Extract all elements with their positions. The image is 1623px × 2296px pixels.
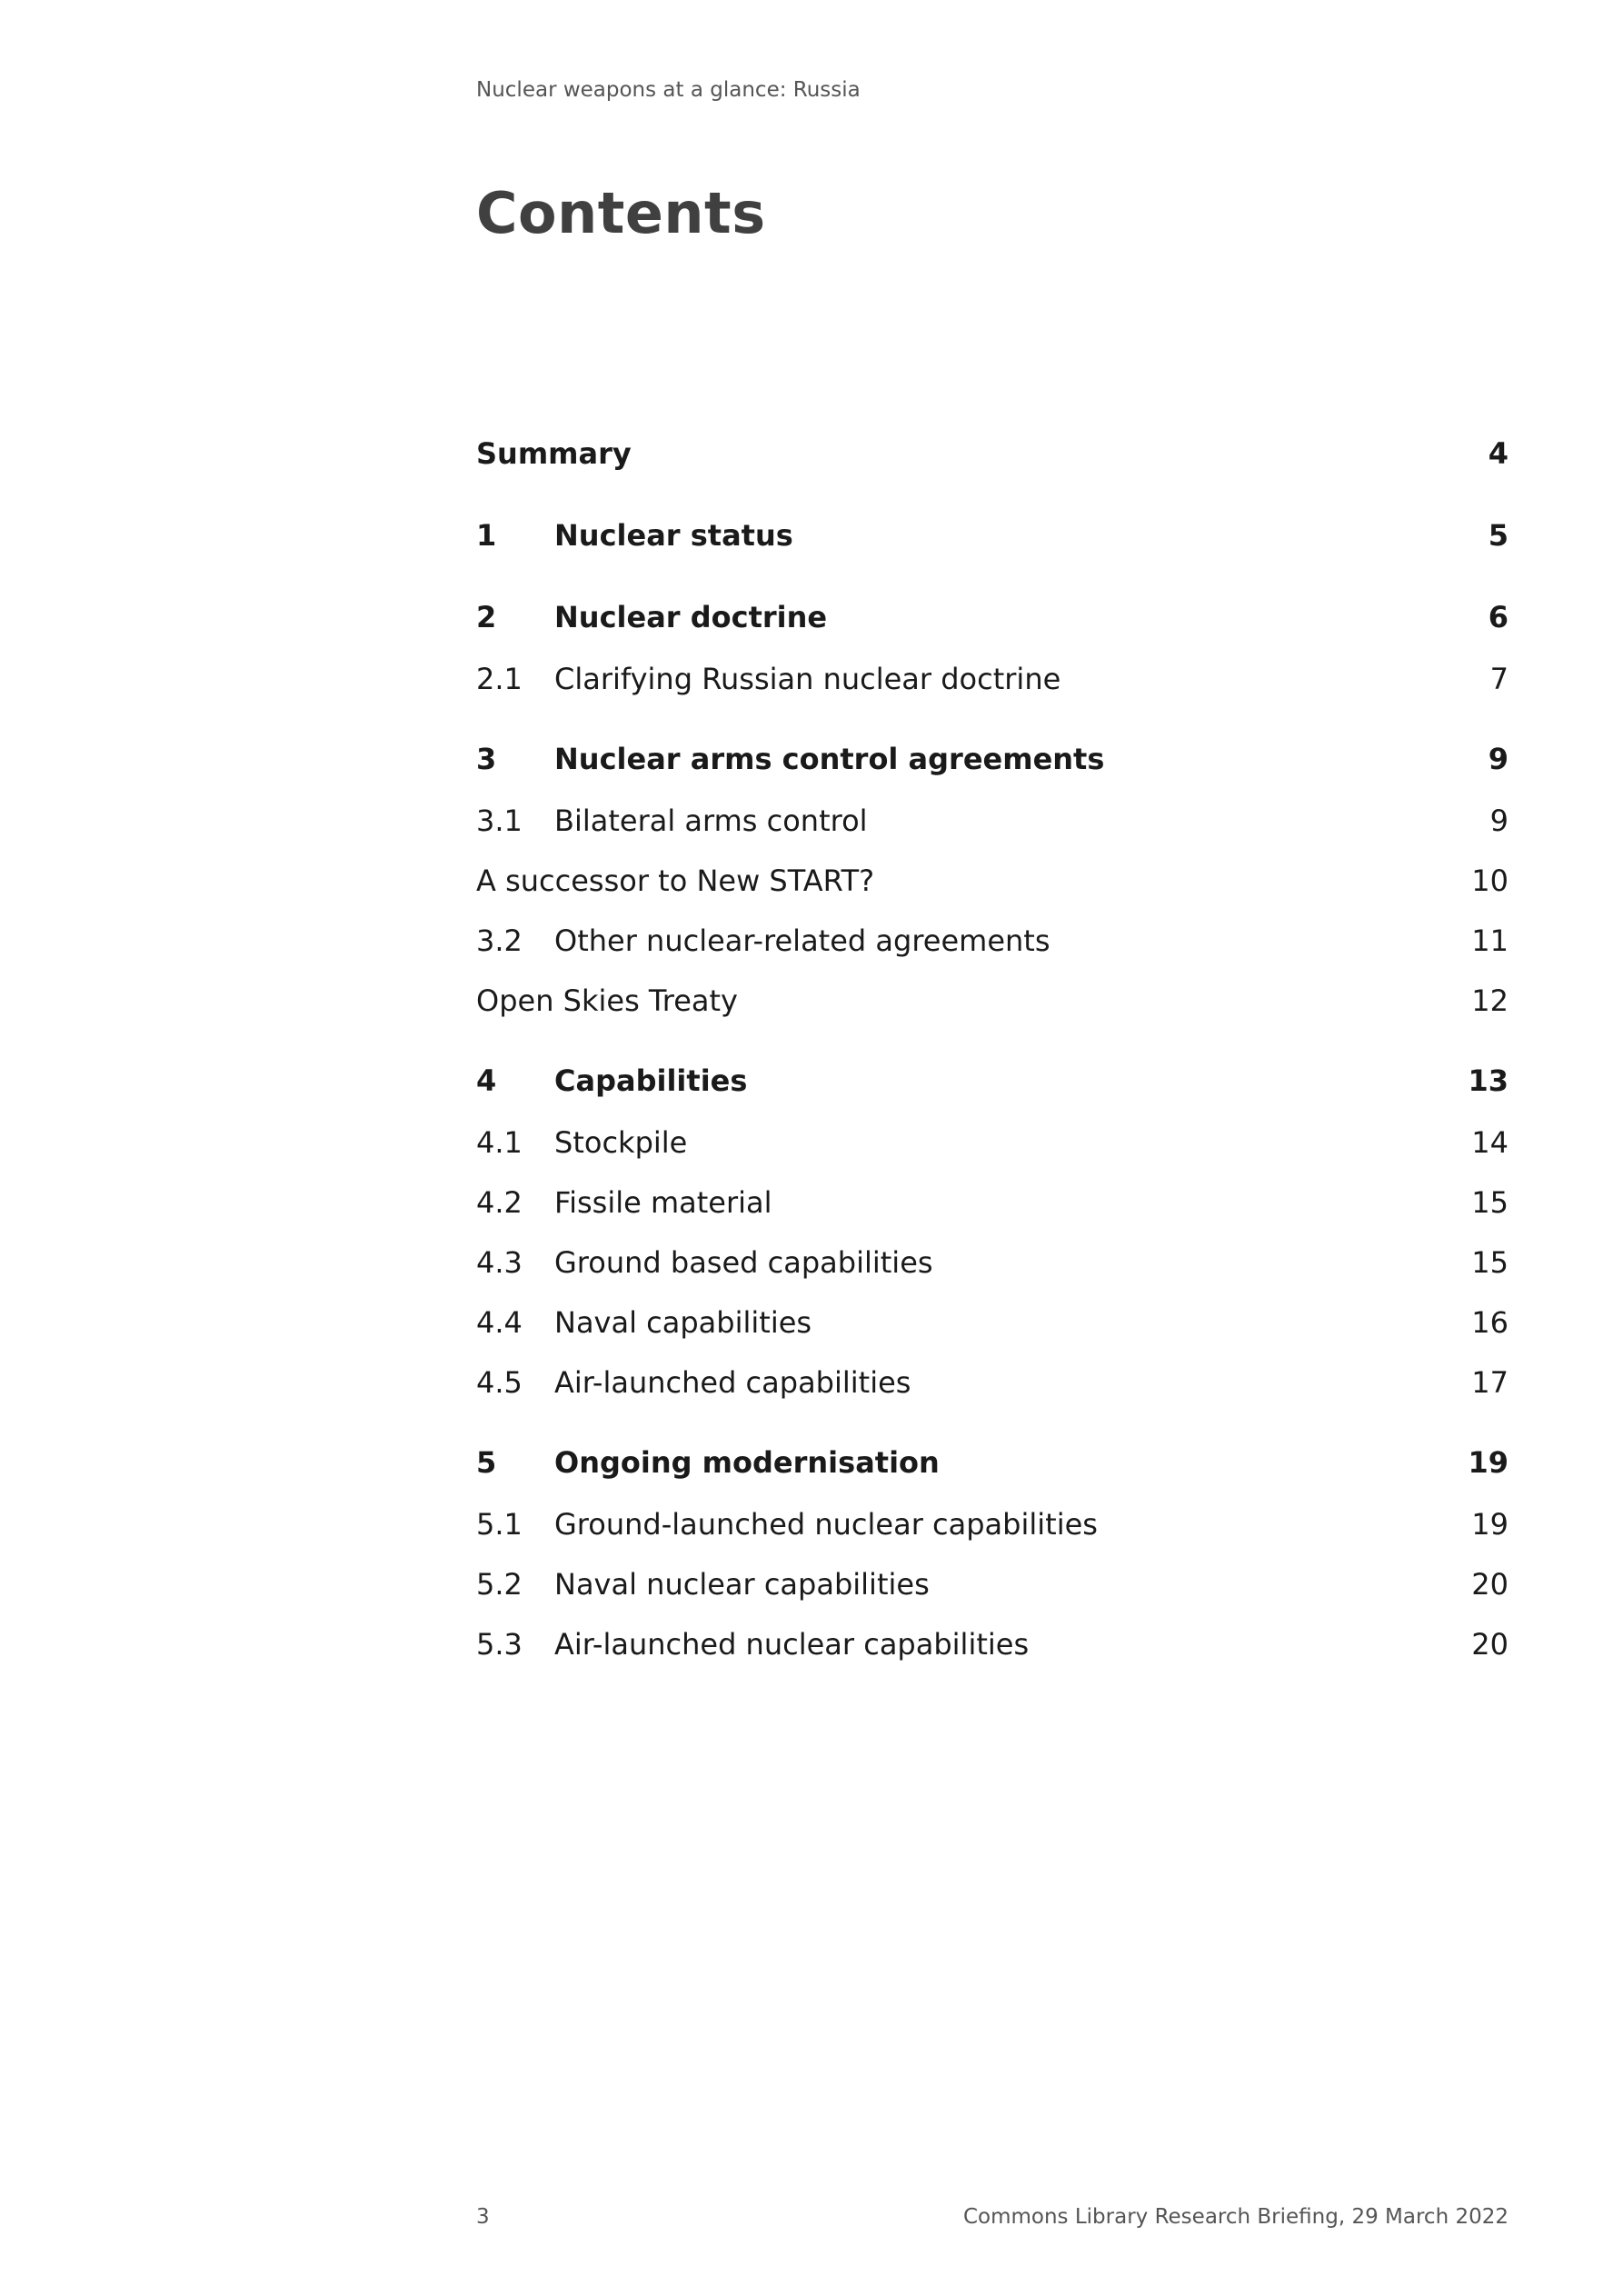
toc-entry-page: 7 — [1489, 662, 1508, 696]
toc-entry-page: 9 — [1488, 742, 1508, 776]
toc-entry-title[interactable]: Nuclear doctrine — [554, 600, 828, 634]
toc-entry-page: 9 — [1489, 804, 1508, 838]
toc-entry-title[interactable]: Other nuclear-related agreements — [554, 923, 1050, 958]
toc-entry-title[interactable]: Fissile material — [554, 1185, 772, 1220]
toc-entry-title[interactable]: A successor to New START? — [476, 863, 875, 898]
toc-entry-number: 2 — [476, 600, 497, 634]
toc-entry-page: 14 — [1471, 1125, 1508, 1160]
toc-entry-number: 4 — [476, 1063, 497, 1098]
toc-entry-title[interactable]: Capabilities — [554, 1063, 748, 1098]
toc-entry-page: 10 — [1471, 863, 1508, 898]
toc-entry-number: 4.4 — [476, 1305, 523, 1340]
toc-entry-page: 16 — [1471, 1305, 1508, 1340]
toc-entry-number: 3.2 — [476, 923, 523, 958]
toc-entry[interactable] — [476, 500, 1508, 571]
toc-entry[interactable] — [476, 974, 1508, 1034]
toc-entry[interactable] — [476, 1116, 1508, 1176]
toc-entry-number: 4.3 — [476, 1245, 523, 1280]
toc-entry-number: 3 — [476, 742, 497, 776]
toc-entry-number: 4.1 — [476, 1125, 523, 1160]
toc-entry-page: 19 — [1471, 1507, 1508, 1542]
toc-entry-number: 5 — [476, 1445, 497, 1480]
toc-entry-page: 20 — [1471, 1567, 1508, 1602]
toc-entry[interactable] — [476, 854, 1508, 914]
toc-entry-number: 3.1 — [476, 804, 523, 838]
toc-entry-number: 5.2 — [476, 1567, 523, 1602]
toc-entry-page: 17 — [1471, 1365, 1508, 1400]
toc-entry-title[interactable]: Summary — [476, 436, 632, 471]
toc-entry[interactable] — [476, 418, 1508, 489]
toc-entry-title[interactable]: Ground-launched nuclear capabilities — [554, 1507, 1098, 1542]
toc-entry[interactable] — [476, 1498, 1508, 1558]
toc-entry[interactable] — [476, 724, 1508, 794]
toc-entry-page: 6 — [1488, 600, 1508, 634]
page-title: Contents — [476, 180, 766, 246]
toc-entry-number: 2.1 — [476, 662, 523, 696]
toc-entry[interactable] — [476, 1356, 1508, 1416]
toc-entry-title[interactable]: Nuclear status — [554, 518, 793, 553]
toc-entry-title[interactable]: Ground based capabilities — [554, 1245, 933, 1280]
toc-entry-title[interactable]: Stockpile — [554, 1125, 688, 1160]
toc-entry-page: 12 — [1471, 983, 1508, 1018]
toc-entry[interactable] — [476, 1045, 1508, 1116]
toc-entry[interactable] — [476, 914, 1508, 974]
toc-entry-title[interactable]: Open Skies Treaty — [476, 983, 738, 1018]
toc-entry[interactable] — [476, 1236, 1508, 1296]
toc-entry-page: 13 — [1468, 1063, 1508, 1098]
toc-entry[interactable] — [476, 1558, 1508, 1618]
toc-entry-number: 5.1 — [476, 1507, 523, 1542]
toc-entry-page: 5 — [1488, 518, 1508, 553]
toc-entry-title[interactable]: Naval capabilities — [554, 1305, 812, 1340]
toc-entry-title[interactable]: Air-launched capabilities — [554, 1365, 911, 1400]
toc-entry-title[interactable]: Naval nuclear capabilities — [554, 1567, 930, 1602]
toc-entry-title[interactable]: Clarifying Russian nuclear doctrine — [554, 662, 1061, 696]
footer-page-number: 3 — [476, 2205, 490, 2229]
toc-entry-page: 20 — [1471, 1627, 1508, 1662]
toc-entry[interactable] — [476, 1296, 1508, 1356]
table-of-contents — [476, 418, 1508, 1678]
toc-entry-number: 5.3 — [476, 1627, 523, 1662]
toc-entry[interactable] — [476, 794, 1508, 854]
toc-entry-title[interactable]: Nuclear arms control agreements — [554, 742, 1105, 776]
toc-entry[interactable] — [476, 582, 1508, 653]
toc-entry-number: 4.2 — [476, 1185, 523, 1220]
toc-entry[interactable] — [476, 1176, 1508, 1236]
toc-entry-page: 15 — [1471, 1185, 1508, 1220]
toc-entry[interactable] — [476, 1618, 1508, 1678]
toc-entry-title[interactable]: Ongoing modernisation — [554, 1445, 940, 1480]
toc-entry-page: 19 — [1468, 1445, 1508, 1480]
toc-entry-page: 4 — [1488, 436, 1508, 471]
footer-source: Commons Library Research Briefing, 29 March 2022 — [962, 2205, 1508, 2229]
toc-entry-title[interactable]: Air-launched nuclear capabilities — [554, 1627, 1030, 1662]
toc-entry-page: 11 — [1471, 923, 1508, 958]
toc-entry-number: 1 — [476, 518, 497, 553]
toc-entry[interactable] — [476, 653, 1508, 713]
toc-entry-page: 15 — [1471, 1245, 1508, 1280]
toc-entry-title[interactable]: Bilateral arms control — [554, 804, 868, 838]
running-header: Nuclear weapons at a glance: Russia — [476, 78, 861, 102]
toc-entry[interactable] — [476, 1427, 1508, 1498]
toc-entry-number: 4.5 — [476, 1365, 523, 1400]
